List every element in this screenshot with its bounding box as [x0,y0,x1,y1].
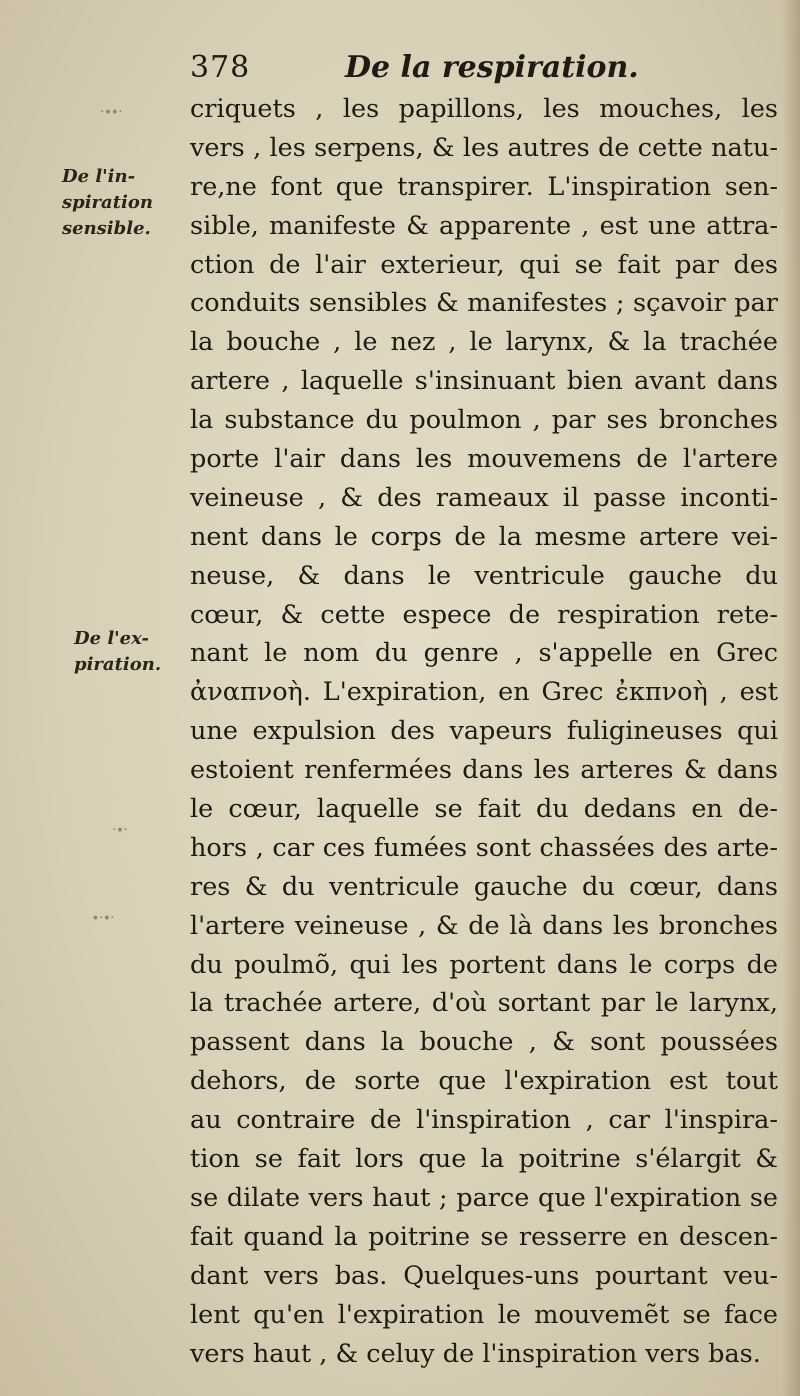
text-line: vers haut , & celuy de l'inspiration vers bas. [190,1338,761,1369]
text-line: lent qu'en l'expiration le mouvemẽt se face [190,1299,778,1330]
text-line: veineuse , & des rameaux il passe inconti- [190,482,778,513]
page-number: 378 [190,50,251,85]
text-line: re,ne font que transpirer. L'inspiration sen- [190,171,778,202]
text-line: criquets , les papillons, les mouches, les [190,94,778,124]
text-line: le cœur, laquelle se fait du dedans en de- [190,794,778,825]
text-line: du poulmõ, qui les portent dans le corps de [190,949,778,980]
ink-smudge: ·∙∙· [100,104,123,120]
text-line: nant le nom du genre , s'appelle en Grec [190,638,778,669]
margin-note-inspiration: De l'in- spiration sensible. [62,166,153,239]
text-line: cœur, & cette espece de respiration rete- [190,599,778,630]
text-line: estoient renfermées dans les arteres & dans [190,755,778,786]
ink-smudge: ·∙· [112,822,128,838]
text-line: la substance du poulmon , par ses bronches [190,405,778,436]
text-line: la trachée artere, d'où sortant par le larynx, [190,988,778,1019]
text-line: fait quand la poitrine se resserre en descen- [190,1221,778,1252]
text-line: l'artere veineuse , & de là dans les bronches [190,910,778,941]
text-line: ction de l'air exterieur, qui se fait par des [190,249,778,280]
text-line: vers , les serpens, & les autres de cette natu- [190,132,778,163]
text-line: tion se fait lors que la poitrine s'élargit & [190,1144,778,1175]
running-title: De la respiration. [345,50,639,85]
text-line: passent dans la bouche , & sont poussées [190,1027,778,1058]
text-line: une expulsion des vapeurs fuligineuses qui [190,716,778,747]
text-line: sible, manifeste & apparente , est une attra- [190,210,778,241]
text-line: ἀναπνοὴ. L'expiration, en Grec ἐκπνοὴ , est [190,677,778,708]
text-line: la bouche , le nez , le larynx, & la trachée [190,327,778,358]
body-text [190,90,790,1373]
text-line: porte l'air dans les mouvemens de l'artere [190,444,778,475]
text-line: neuse, & dans le ventricule gauche du [190,560,778,591]
ink-smudge: ∙·∙· [92,910,115,926]
text-line: hors , car ces fumées sont chassées des arte- [190,832,778,863]
text-line: artere , laquelle s'insinuant bien avant dans [190,366,778,397]
text-line: conduits sensibles & manifestes ; sçavoir par [190,288,778,319]
page-header [190,50,780,90]
text-line: dehors, de sorte que l'expiration est tout [190,1066,778,1097]
text-line: res & du ventricule gauche du cœur, dans [190,871,778,902]
margin-note-expiration: De l'ex- piration. [74,628,162,675]
text-line: nent dans le corps de la mesme artere vei- [190,521,778,552]
text-line: dant vers bas. Quelques-uns pourtant veu- [190,1260,778,1291]
text-line: au contraire de l'inspiration , car l'inspira- [190,1105,778,1136]
text-line: se dilate vers haut ; parce que l'expiration se [190,1182,778,1213]
